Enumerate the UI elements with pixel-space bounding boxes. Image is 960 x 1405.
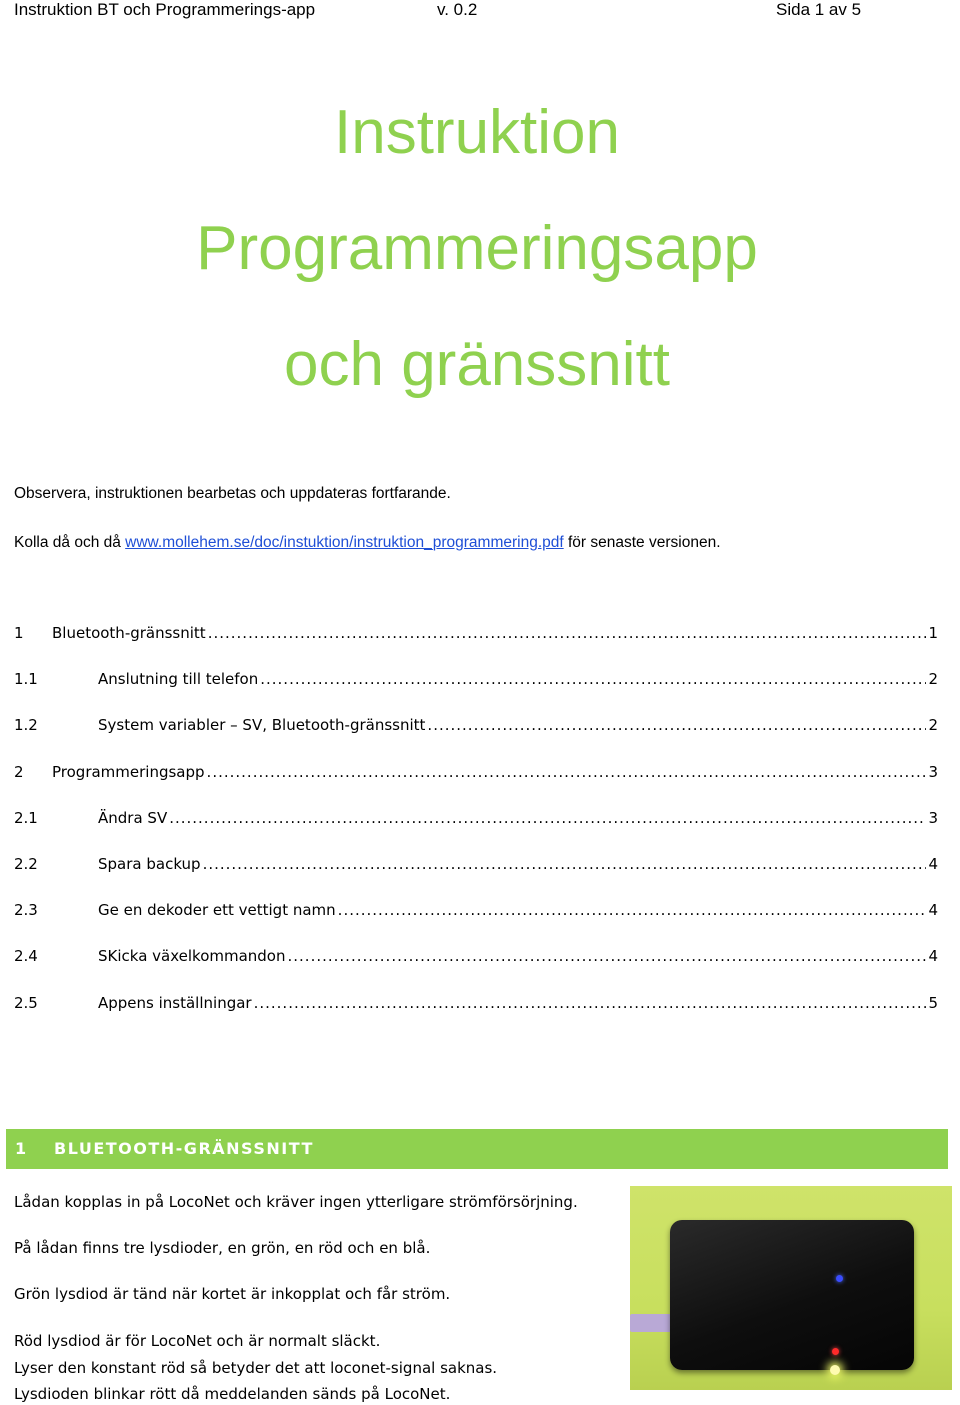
red-led (832, 1348, 839, 1355)
toc-entry-title: Anslutning till telefon (98, 670, 259, 688)
usb-cable (630, 1314, 674, 1332)
green-led (830, 1365, 840, 1375)
toc-entry-title: Appens inställningar (98, 994, 252, 1012)
notice-prefix: Kolla då och då (14, 534, 126, 551)
toc-entry[interactable] (14, 622, 938, 644)
toc-leader-dots (203, 853, 927, 875)
toc-entry-number: 1.2 (14, 716, 38, 734)
toc-entry[interactable] (14, 714, 938, 736)
toc-entry-page: 2 (928, 716, 938, 734)
toc-entry-page: 3 (928, 809, 938, 827)
bluetooth-interface-box (670, 1220, 914, 1370)
section-number: 1 (15, 1139, 28, 1158)
toc-entry-number: 2.3 (14, 901, 38, 919)
section-heading: BLUETOOTH-GRÄNSSNITT (54, 1139, 314, 1158)
body-paragraph: Lysdioden blinkar rött då meddelanden sänds på LocoNet. (14, 1385, 451, 1403)
blue-led (836, 1275, 843, 1282)
toc-entry-number: 2 (14, 763, 24, 781)
toc-leader-dots (260, 668, 926, 690)
toc-entry-page: 4 (928, 855, 938, 873)
toc-entry-number: 2.4 (14, 947, 38, 965)
document-title-line-1: Instruktion (333, 98, 621, 167)
document-title-line-2: Programmeringsapp (196, 214, 758, 283)
notice-suffix: för senaste versionen. (563, 534, 721, 551)
body-paragraph: På lådan finns tre lysdioder, en grön, en röd och en blå. (14, 1239, 431, 1257)
toc-entry-title: Bluetooth-gränssnitt (52, 624, 206, 642)
header-version: v. 0.2 (437, 0, 478, 19)
toc-entry-title: System variabler – SV, Bluetooth-gränssnitt (98, 716, 426, 734)
toc-entry-title: Ge en dekoder ett vettigt namn (98, 901, 336, 919)
toc-entry[interactable] (14, 761, 938, 783)
toc-entry-number: 2.2 (14, 855, 38, 873)
toc-entry[interactable] (14, 992, 938, 1014)
toc-entry-number: 2.5 (14, 994, 38, 1012)
toc-entry-page: 5 (928, 994, 938, 1012)
toc-entry-number: 1 (14, 624, 24, 642)
toc-entry-page: 4 (928, 947, 938, 965)
toc-entry-title: Ändra SV (98, 809, 168, 827)
toc-leader-dots (427, 714, 926, 736)
header-page-number: Sida 1 av 5 (776, 0, 862, 19)
body-paragraph: Röd lysdiod är för LocoNet och är normalt släckt. (14, 1332, 381, 1350)
toc-entry-title: Programmeringsapp (52, 763, 205, 781)
toc-entry-page: 3 (928, 763, 938, 781)
toc-leader-dots (207, 761, 927, 783)
document-title-line-3: och gränssnitt (284, 330, 670, 399)
toc-entry-number: 1.1 (14, 670, 38, 688)
body-paragraph: Grön lysdiod är tänd när kortet är inkopplat och får ström. (14, 1285, 451, 1303)
document-link[interactable]: www.mollehem.se/doc/instuktion/instruktion_programmering.pdf (125, 534, 564, 551)
toc-leader-dots (338, 899, 927, 921)
toc-entry[interactable] (14, 853, 938, 875)
bluetooth-box-photo (630, 1186, 952, 1390)
update-notice: Observera, instruktionen bearbetas och uppdateras fortfarande. (14, 485, 451, 502)
toc-entry[interactable] (14, 807, 938, 829)
toc-entry-title: Spara backup (98, 855, 201, 873)
toc-entry[interactable] (14, 668, 938, 690)
toc-entry-number: 2.1 (14, 809, 38, 827)
toc-entry-page: 4 (928, 901, 938, 919)
toc-entry-page: 1 (928, 624, 938, 642)
page-header (0, 0, 960, 26)
body-paragraph: Lyser den konstant röd så betyder det att loconet-signal saknas. (14, 1359, 498, 1377)
toc-leader-dots (208, 622, 927, 644)
latest-version-notice (14, 533, 721, 553)
toc-entry-title: SKicka växelkommandon (98, 947, 286, 965)
section-heading-bar (6, 1129, 948, 1169)
header-doc-title: Instruktion BT och Programmerings-app (14, 0, 316, 19)
toc-leader-dots (288, 945, 927, 967)
toc-leader-dots (254, 992, 927, 1014)
toc-entry[interactable] (14, 945, 938, 967)
toc-entry-page: 2 (928, 670, 938, 688)
body-paragraph: Lådan kopplas in på LocoNet och kräver ingen ytterligare strömförsörjning. (14, 1193, 578, 1211)
toc-entry[interactable] (14, 899, 938, 921)
toc-leader-dots (169, 807, 926, 829)
